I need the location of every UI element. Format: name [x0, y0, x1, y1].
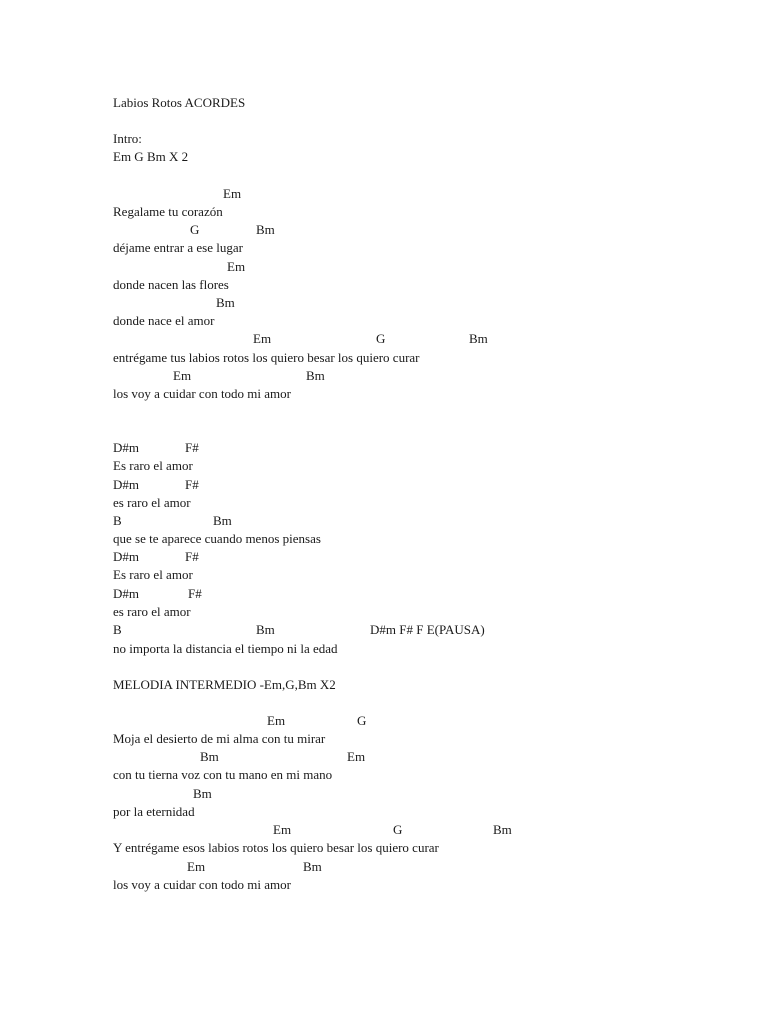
chord: G: [357, 713, 367, 728]
chord: Em: [253, 331, 272, 346]
lyric-line: donde nacen las flores: [113, 277, 229, 292]
lyric-line: Es raro el amor: [113, 458, 193, 473]
chord: Bm: [469, 331, 488, 346]
chord: Bm: [193, 786, 212, 801]
chord: Em: [273, 822, 292, 837]
chord: Bm: [493, 822, 512, 837]
lyric-line: Es raro el amor: [113, 567, 193, 582]
lyric-line: los voy a cuidar con todo mi amor: [113, 386, 291, 401]
chord: D#m: [113, 440, 139, 455]
chord: Bm: [303, 859, 322, 874]
chord: Bm: [256, 222, 275, 237]
chord: D#m: [113, 477, 139, 492]
lyric-line: Y entrégame esos labios rotos los quiero besar los quiero curar: [113, 840, 439, 855]
chord: B: [113, 622, 122, 637]
chord: F#: [185, 477, 199, 492]
chord: F#: [185, 549, 199, 564]
chord: Em: [347, 749, 366, 764]
song-title: Labios Rotos ACORDES: [113, 95, 246, 110]
lyric-line: entrégame tus labios rotos los quiero besar los quiero curar: [113, 350, 420, 365]
intro-label: Intro:: [113, 131, 142, 146]
lyric-line: es raro el amor: [113, 604, 191, 619]
chord: Bm: [216, 295, 235, 310]
lyric-line: Moja el desierto de mi alma con tu mirar: [113, 731, 326, 746]
chord: Em: [267, 713, 286, 728]
chord: Bm: [213, 513, 232, 528]
chord: Em: [227, 259, 246, 274]
chord: G: [393, 822, 403, 837]
chord: D#m: [113, 549, 139, 564]
chord: B: [113, 513, 122, 528]
chord: D#m: [113, 586, 139, 601]
chord: G: [376, 331, 386, 346]
lyric-line: Regalame tu corazón: [113, 204, 223, 219]
lyric-line: es raro el amor: [113, 495, 191, 510]
chord: Bm: [306, 368, 325, 383]
melodia-intermedio: MELODIA INTERMEDIO -Em,G,Bm X2: [113, 677, 336, 692]
chord: F#: [185, 440, 199, 455]
chord: D#m F# F E(PAUSA): [370, 622, 485, 637]
chord: Em: [173, 368, 192, 383]
chord: Bm: [256, 622, 275, 637]
lyric-line: no importa la distancia el tiempo ni la edad: [113, 641, 338, 656]
intro-chords: Em G Bm X 2: [113, 149, 189, 164]
chord: F#: [188, 586, 202, 601]
lyric-line: déjame entrar a ese lugar: [113, 240, 243, 255]
chord: Em: [187, 859, 206, 874]
chord: G: [190, 222, 200, 237]
chord: Em: [223, 186, 242, 201]
chord: Bm: [200, 749, 219, 764]
lyric-line: por la eternidad: [113, 804, 195, 819]
lyric-line: con tu tierna voz con tu mano en mi mano: [113, 767, 333, 782]
lyric-line: que se te aparece cuando menos piensas: [113, 531, 321, 546]
lyric-line: donde nace el amor: [113, 313, 215, 328]
lyric-line: los voy a cuidar con todo mi amor: [113, 877, 291, 892]
